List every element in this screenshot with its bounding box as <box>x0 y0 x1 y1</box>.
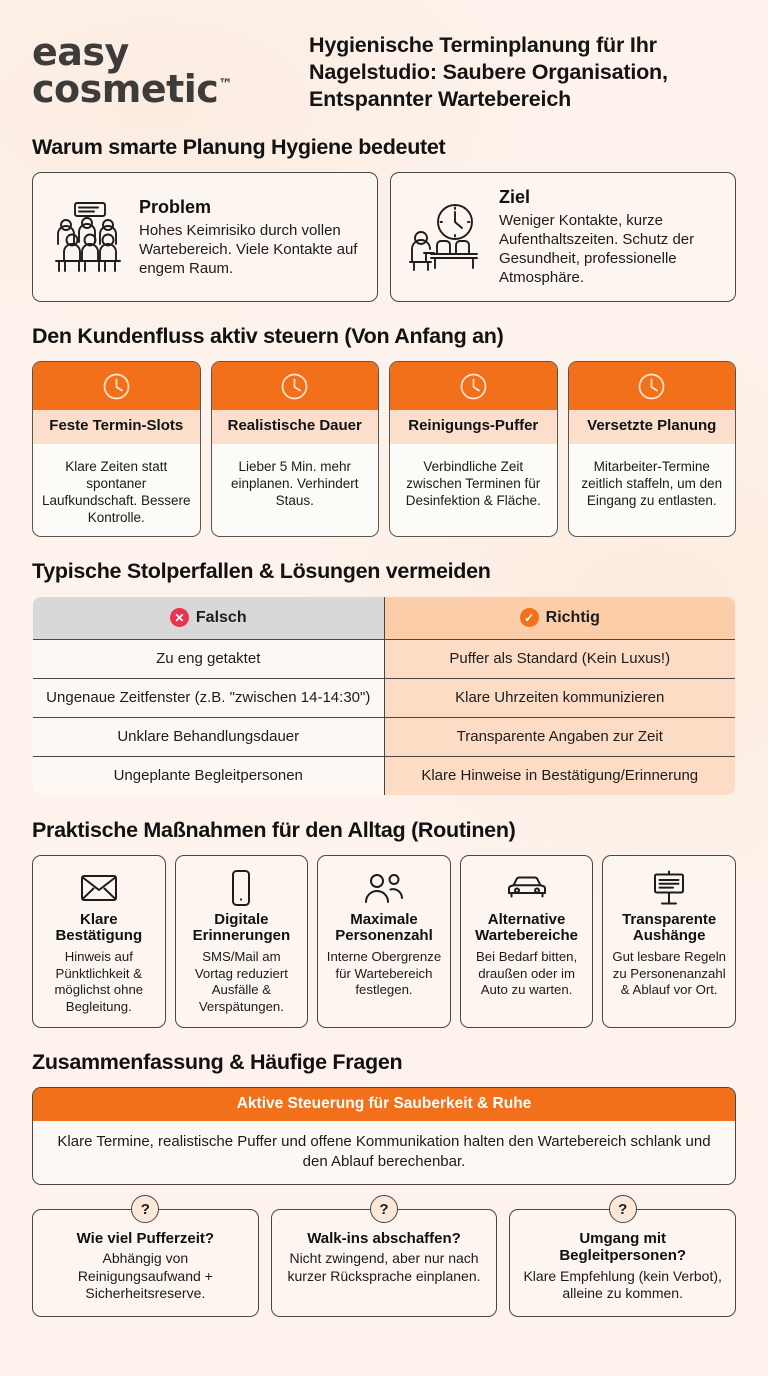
flow-card-2 <box>211 361 380 537</box>
why-card-problem <box>32 172 378 302</box>
measure-card-alternative-areas-desc: Bei Bedarf bitten, draußen oder im Auto zu warten. <box>475 949 578 998</box>
measure-title-line2: Bestätigung <box>55 927 143 945</box>
why-card-goal-body <box>499 187 721 287</box>
measure-card-max-people-title <box>335 912 433 946</box>
measure-card-reminders <box>175 855 309 1029</box>
faq-question: Wie viel Pufferzeit? <box>76 1230 215 1248</box>
measure-title-line2: Personenzahl <box>335 927 433 945</box>
measure-card-confirmation <box>32 855 166 1029</box>
flow-card-4-iconbar <box>569 362 736 410</box>
flow-card-2-iconbar <box>212 362 379 410</box>
summary-box-body: Klare Termine, realistische Puffer und offene Kommunikation halten den Wartebereich schlank und den Ablauf berechenbar. <box>57 1133 711 1170</box>
clock-icon <box>102 372 131 401</box>
notice-board-icon <box>650 868 688 908</box>
why-card-problem-title: Problem <box>139 196 212 217</box>
why-cards-row <box>32 172 736 302</box>
measure-card-reminders-desc: SMS/Mail am Vortag reduziert Ausfälle & Verspätungen. <box>194 949 288 1014</box>
measure-card-confirmation-title <box>55 912 142 946</box>
page-title <box>309 30 736 113</box>
section-heading-why: Warum smarte Planung Hygiene bedeutet <box>32 135 446 160</box>
column-header-wrong-label: Falsch <box>195 609 247 627</box>
faq-answer: Abhängig von Reinigungsaufwand + Sicherheitsreserve. <box>77 1250 213 1302</box>
measure-title-line1: Transparente <box>622 910 717 928</box>
measure-title-line2: Aushänge <box>632 927 706 945</box>
question-mark-icon: ? <box>370 1195 398 1223</box>
table-row <box>33 678 736 717</box>
summary-box <box>32 1087 736 1185</box>
why-card-goal-title: Ziel <box>499 187 531 208</box>
flow-card-2-desc: Lieber 5 Min. mehr einplanen. Verhindert Staus. <box>230 458 359 508</box>
measure-card-max-people-desc: Interne Obergrenze für Wartebereich festlegen. <box>326 949 442 998</box>
page-title-line2: Nagelstudio: Saubere Organisation, <box>309 60 668 85</box>
column-header-right-label: Richtig <box>545 609 600 627</box>
question-mark-icon: ? <box>609 1195 637 1223</box>
table-cell-right: Klare Hinweise in Bestätigung/Erinnerung <box>384 756 736 795</box>
pitfalls-table <box>32 596 736 796</box>
x-circle-icon: ✕ <box>170 608 189 627</box>
column-header-right <box>384 596 736 639</box>
flow-cards-row <box>32 361 736 537</box>
flow-card-1-desc: Klare Zeiten statt spontaner Laufkundschaft. Bessere Kontrolle. <box>41 458 191 525</box>
car-icon <box>505 868 549 908</box>
measure-card-alternative-areas <box>460 855 594 1029</box>
measure-cards-row <box>32 855 736 1029</box>
section-heading-pitfalls: Typische Stolperfallen & Lösungen vermeiden <box>32 558 491 583</box>
brand-logo <box>32 30 287 112</box>
crowded-waiting-room-icon <box>49 200 127 274</box>
pitfalls-table-head <box>33 596 736 639</box>
page-title-line3: Entspannter Wartebereich <box>309 87 572 112</box>
smartphone-icon <box>228 868 254 908</box>
section-heading-flow: Den Kundenfluss aktiv steuern (Von Anfang an) <box>32 324 504 349</box>
table-row <box>33 717 736 756</box>
summary-box-header: Aktive Steuerung für Sauberkeit & Ruhe <box>33 1088 735 1121</box>
flow-card-4-title: Versetzte Planung <box>569 410 736 444</box>
table-row <box>33 639 736 678</box>
section-heading-measures: Praktische Maßnahmen für den Alltag (Routinen) <box>32 817 516 842</box>
why-card-goal-desc: Weniger Kontakte, kurze Aufenthaltszeiten. Schutz der Gesundheit, professionelle Atmosphäre. <box>499 212 695 287</box>
clock-icon <box>280 372 309 401</box>
faq-question-line1: Umgang mit <box>579 1230 667 1248</box>
measure-card-max-people <box>317 855 451 1029</box>
why-card-goal <box>390 172 736 302</box>
measure-card-alternative-areas-title <box>475 912 578 946</box>
brand-logo-line2 <box>32 67 233 112</box>
flow-card-1 <box>32 361 201 537</box>
page-header <box>32 0 736 113</box>
flow-card-4 <box>568 361 737 537</box>
envelope-icon <box>80 868 118 908</box>
measure-card-notices-desc: Gut lesbare Regeln zu Personenanzahl & Ablauf vor Ort. <box>612 949 726 998</box>
flow-card-1-title: Feste Termin-Slots <box>33 410 200 444</box>
faq-row <box>32 1200 736 1317</box>
why-card-problem-body <box>139 197 363 278</box>
flow-card-3 <box>389 361 558 537</box>
measure-card-notices <box>602 855 736 1029</box>
measure-card-reminders-title <box>193 912 291 946</box>
table-row <box>33 756 736 795</box>
question-mark-icon: ? <box>131 1195 159 1223</box>
two-people-icon <box>363 868 405 908</box>
table-cell-wrong: Ungeplante Begleitpersonen <box>33 756 385 795</box>
flow-card-1-iconbar <box>33 362 200 410</box>
flow-card-4-desc: Mitarbeiter-Termine zeitlich staffeln, um den Eingang zu entlasten. <box>581 458 723 508</box>
table-cell-right: Puffer als Standard (Kein Luxus!) <box>384 639 736 678</box>
faq-answer: Nicht zwingend, aber nur nach kurzer Rücksprache einplanen. <box>287 1250 481 1284</box>
table-cell-right: Transparente Angaben zur Zeit <box>384 717 736 756</box>
measure-title-line1: Alternative <box>487 910 566 928</box>
faq-card-buffer-time <box>32 1200 259 1317</box>
table-cell-wrong: Unklare Behandlungsdauer <box>33 717 385 756</box>
faq-question <box>520 1230 725 1264</box>
measure-card-confirmation-desc: Hinweis auf Pünktlichkeit & möglichst ohne Begleitung. <box>54 949 144 1014</box>
clock-and-empty-seats-icon <box>407 200 487 274</box>
flow-card-3-iconbar <box>390 362 557 410</box>
faq-card-walkins <box>271 1200 498 1317</box>
column-header-wrong <box>33 596 385 639</box>
section-heading-summary: Zusammenfassung & Häufige Fragen <box>32 1050 403 1075</box>
brand-logo-line1: easy <box>32 30 129 74</box>
faq-question: Walk-ins abschaffen? <box>307 1230 461 1248</box>
measure-card-notices-title <box>622 912 716 946</box>
faq-answer: Klare Empfehlung (kein Verbot), alleine zu kommen. <box>523 1267 722 1302</box>
page-title-line1: Hygienische Terminplanung für Ihr <box>309 33 657 57</box>
table-cell-right: Klare Uhrzeiten kommunizieren <box>384 678 736 717</box>
measure-title-line2: Wartebereiche <box>475 927 578 945</box>
measure-title-line2: Erinnerungen <box>192 927 291 945</box>
measure-title-line1: Digitale <box>214 910 269 928</box>
why-card-problem-desc: Hohes Keimrisiko durch vollen Wartebereich. Viele Kontakte auf engem Raum. <box>139 221 358 277</box>
measure-title-line1: Klare <box>80 910 118 928</box>
clock-icon <box>637 372 666 401</box>
pitfalls-table-body <box>33 639 736 795</box>
faq-question-line2: Begleitpersonen? <box>559 1247 687 1265</box>
table-cell-wrong: Zu eng getaktet <box>33 639 385 678</box>
faq-card-companions <box>509 1200 736 1317</box>
flow-card-2-title: Realistische Dauer <box>212 410 379 444</box>
clock-icon <box>459 372 488 401</box>
measure-title-line1: Maximale <box>350 910 418 928</box>
trademark-symbol: ™ <box>218 76 233 93</box>
flow-card-3-desc: Verbindliche Zeit zwischen Terminen für Desinfektion & Fläche. <box>405 458 541 508</box>
check-circle-icon: ✓ <box>520 608 539 627</box>
flow-card-3-title: Reinigungs-Puffer <box>390 410 557 444</box>
brand-logo-word: cosmetic <box>32 67 219 112</box>
table-cell-wrong: Ungenaue Zeitfenster (z.B. "zwischen 14-14:30") <box>33 678 385 717</box>
table-header-row <box>33 596 736 639</box>
